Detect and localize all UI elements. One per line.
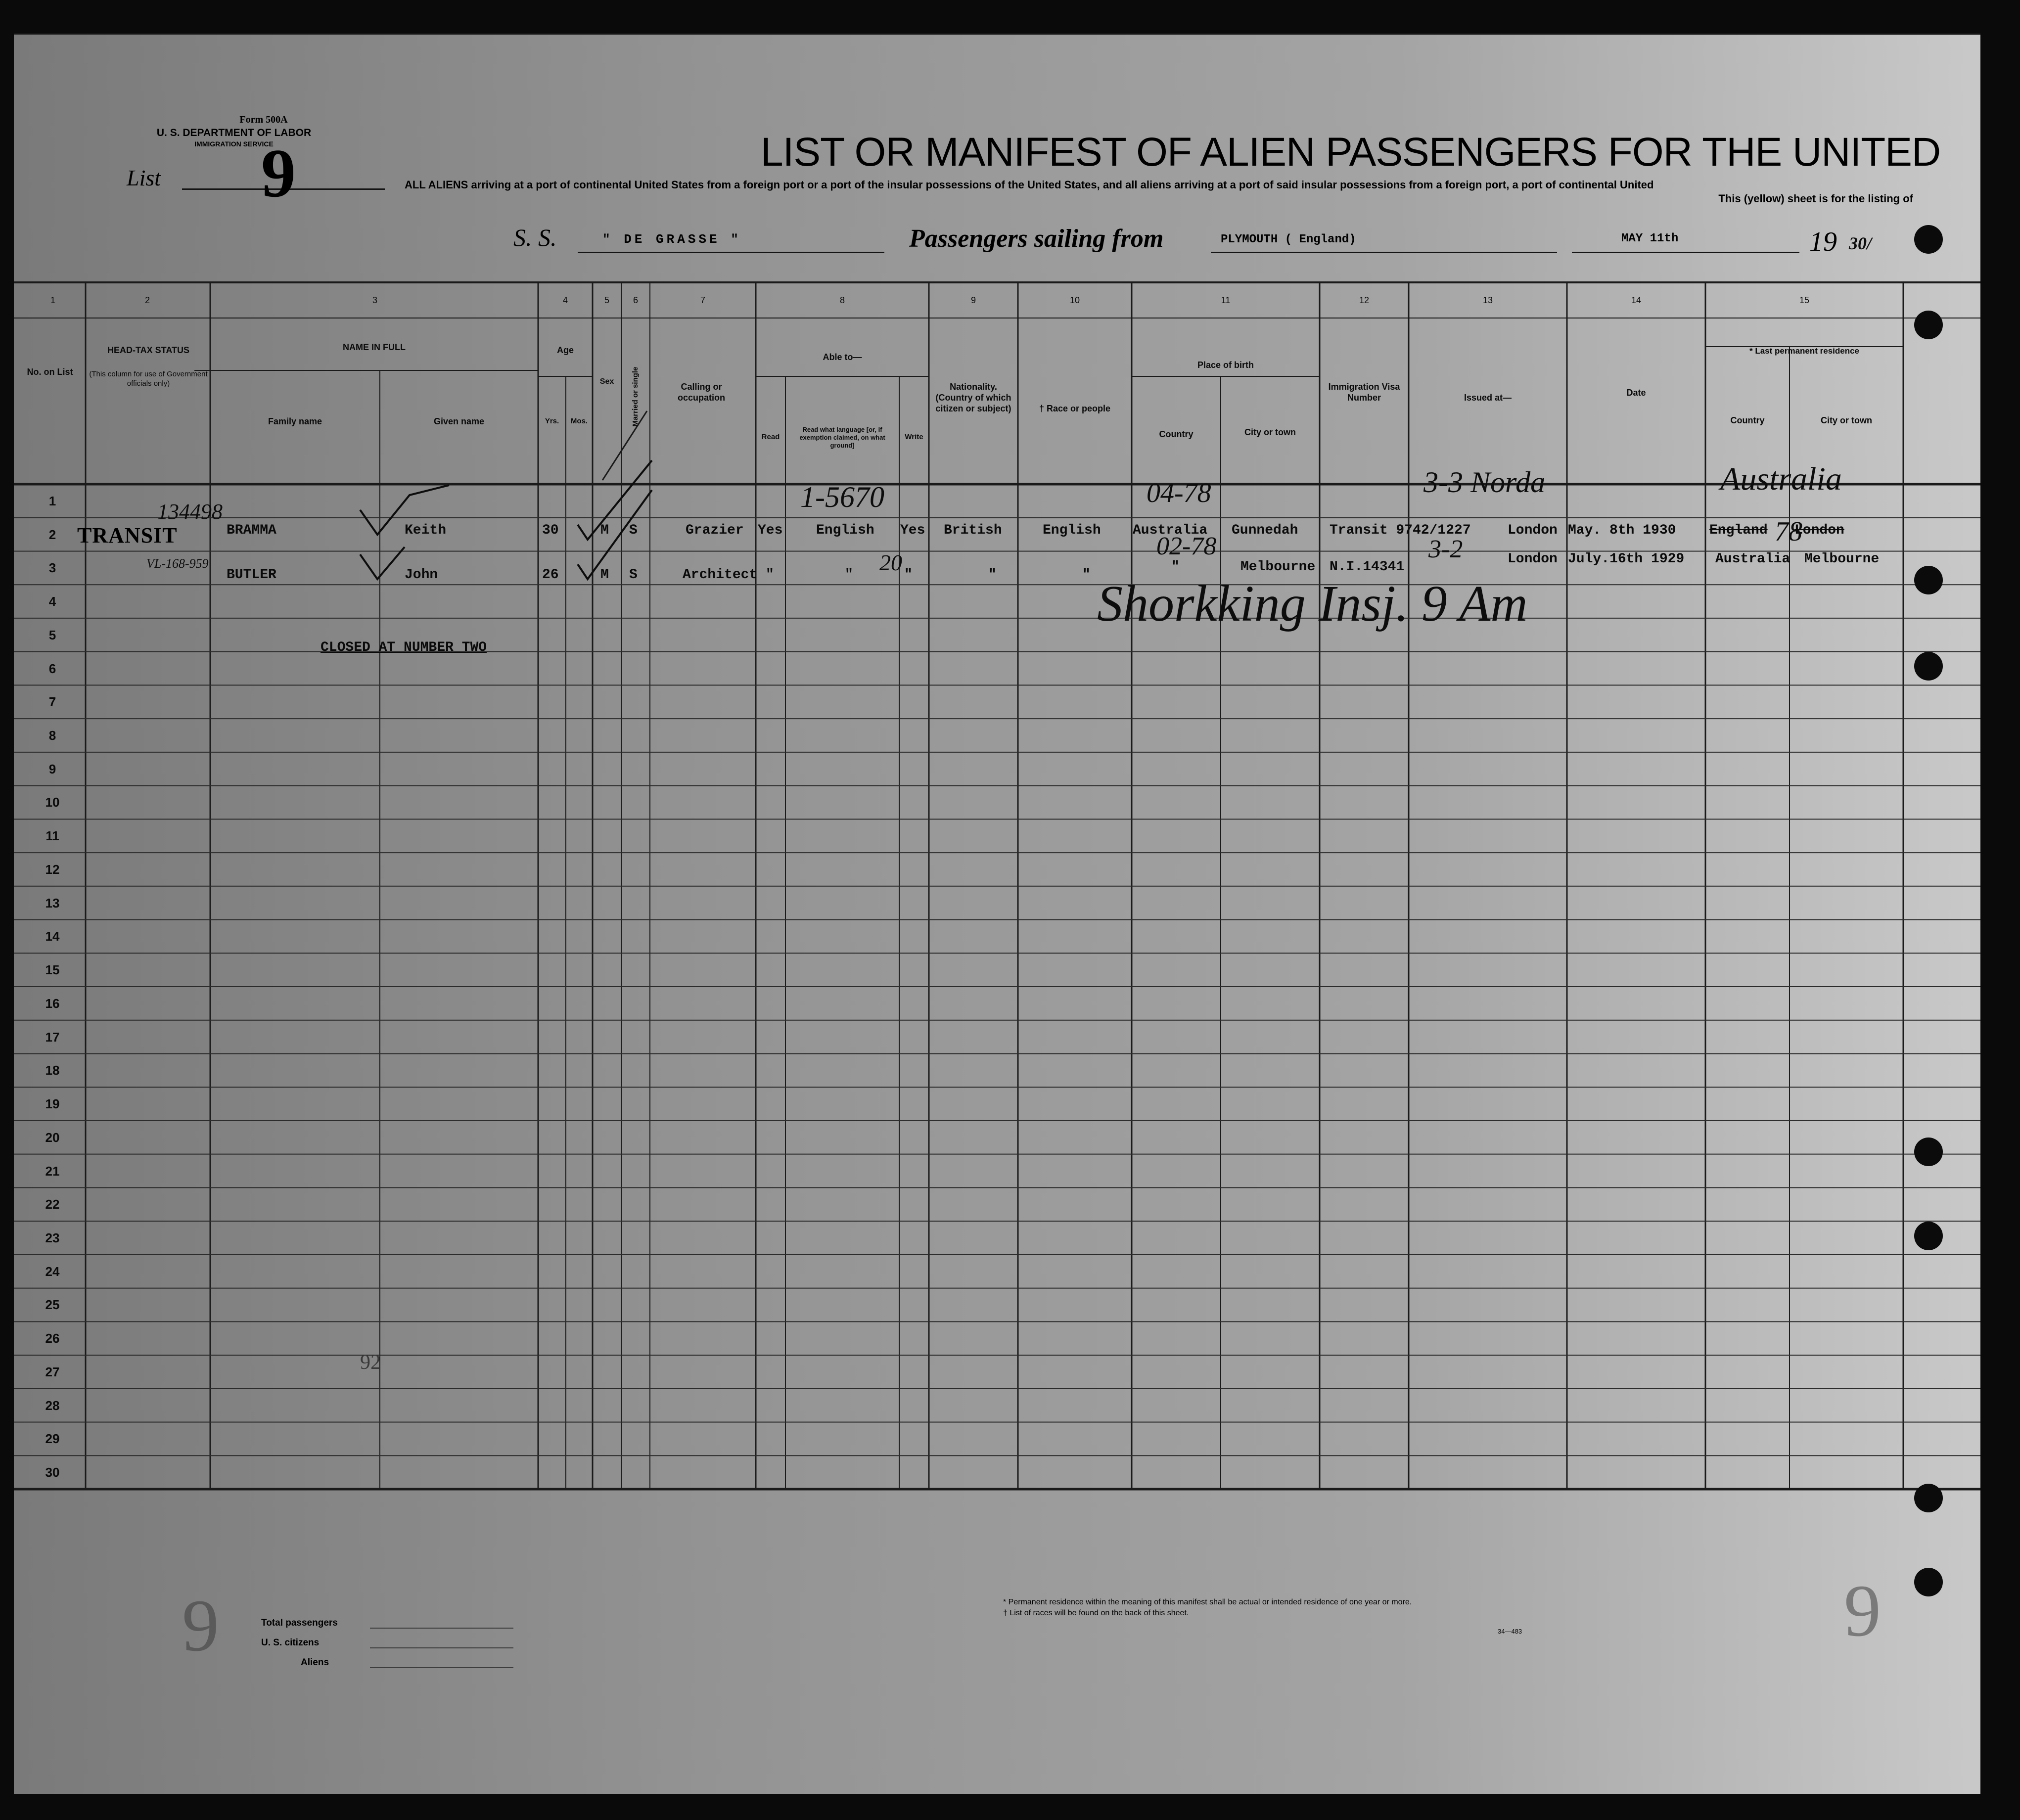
p2-read: "	[766, 567, 774, 583]
row-number: 13	[45, 895, 60, 910]
p2-visa: N.I.14341	[1330, 559, 1405, 575]
sailing-date: MAY 11th	[1621, 232, 1679, 245]
punch-hole	[1914, 1138, 1943, 1166]
p2-res-country: Australia	[1715, 551, 1790, 567]
header-read: Read	[761, 433, 780, 441]
row-number: 3	[48, 560, 56, 576]
header-race: † Race or people	[1039, 404, 1111, 413]
row-number: 22	[45, 1197, 60, 1212]
p1-family: BRAMMA	[227, 523, 276, 538]
p2-sex: M	[600, 567, 609, 583]
year-suffix: 30/	[1849, 233, 1872, 253]
header-city: City or town	[1244, 427, 1296, 437]
row-number: 8	[48, 728, 56, 743]
check-marks	[14, 35, 1987, 629]
us-citizens-label: U. S. citizens	[261, 1638, 320, 1648]
p1-sex: M	[600, 523, 609, 538]
punch-hole	[1914, 1568, 1943, 1596]
row-number: 24	[45, 1264, 60, 1279]
header-visa: Immigration Visa Number	[1328, 382, 1400, 403]
col-num-7: 7	[700, 295, 705, 305]
page-number-left: 9	[182, 1585, 219, 1667]
header-date: Date	[1626, 388, 1646, 398]
p1-marital: S	[629, 523, 638, 538]
row-number: 27	[45, 1364, 60, 1379]
row-number: 25	[45, 1297, 60, 1313]
row-number: 18	[45, 1063, 60, 1078]
row-number: 1	[48, 493, 56, 508]
service: IMMIGRATION SERVICE	[194, 140, 274, 148]
aliens-label: Aliens	[301, 1657, 329, 1668]
page-number-right: 9	[1844, 1570, 1881, 1652]
form-number: Form 500A	[239, 114, 288, 125]
footnote-residence: * Permanent residence within the meaning of this manifest shall be actual or intended residence of one year or more.	[1003, 1598, 1412, 1606]
page-mark: 92	[360, 1351, 381, 1374]
p2-date: July.16th 1929	[1568, 551, 1685, 567]
col-num-3: 3	[372, 295, 377, 305]
p1-nationality: British	[944, 523, 1002, 538]
header-sex: Sex	[599, 377, 614, 386]
col-num-10: 10	[1069, 295, 1080, 305]
col-num-13: 13	[1482, 295, 1493, 305]
row-lines	[14, 518, 1987, 1456]
p1-date: May. 8th 1930	[1568, 523, 1676, 538]
header-able-to: Able to—	[823, 352, 862, 362]
col-num-9: 9	[970, 295, 976, 305]
p1-birth-country: Australia	[1133, 523, 1208, 538]
punch-hole	[1914, 566, 1943, 594]
p2-res-city: Melbourne	[1804, 551, 1880, 567]
punch-hole	[1914, 225, 1943, 254]
p1-language: English	[816, 523, 874, 538]
row-number: 4	[48, 594, 56, 609]
header-write: Write	[905, 433, 923, 441]
p2-issued: London	[1508, 551, 1558, 567]
row-number: 15	[45, 962, 60, 978]
department: U. S. DEPARTMENT OF LABOR	[156, 127, 312, 138]
row-number: 26	[45, 1331, 60, 1346]
col-num-2: 2	[144, 295, 150, 305]
closed-note: CLOSED AT NUMBER TWO	[321, 640, 487, 655]
row-number: 9	[48, 761, 56, 776]
p2-birth-city: Melbourne	[1240, 559, 1316, 575]
p1-issued: London	[1508, 523, 1558, 538]
header-head-tax: HEAD-TAX STATUS	[107, 345, 189, 355]
p2-language: "	[845, 567, 853, 583]
row-number: 10	[45, 795, 60, 810]
row-number: 2	[48, 527, 56, 542]
residence-code-1: Australia	[1720, 461, 1842, 497]
header-age: Age	[556, 345, 574, 355]
total-passengers-label: Total passengers	[261, 1618, 338, 1628]
birth-code-2: 02-78	[1156, 532, 1217, 560]
col-num-12: 12	[1359, 295, 1370, 305]
us-citizens-line	[370, 1647, 513, 1648]
p2-calling: Architect	[683, 567, 758, 583]
row-number: 21	[45, 1163, 60, 1179]
header-res-country: Country	[1730, 415, 1765, 425]
footnote-races: † List of races will be found on the back of this sheet.	[1003, 1609, 1189, 1617]
row-number: 14	[45, 929, 60, 944]
punch-hole	[1914, 1484, 1943, 1512]
subtitle-line1: ALL ALIENS arriving at a port of continental United States from a foreign port or a port of the insular possessions of the United States, and all aliens arriving at a port of said insular possessions from a foreign port, a port of continental United	[405, 179, 1654, 191]
header-married: Married or single	[631, 366, 640, 427]
p2-write: "	[904, 567, 913, 583]
p2-race: "	[1082, 567, 1091, 583]
handwritten-note: Shorkking Insj. 9 Am	[1097, 575, 1528, 632]
col-num-14: 14	[1631, 295, 1642, 305]
p2-given: John	[405, 567, 438, 583]
row-number: 17	[45, 1029, 60, 1045]
row2-lang-code: 20	[879, 550, 902, 575]
col-num-5: 5	[604, 295, 609, 305]
scan-edge	[1980, 20, 2020, 1820]
p1-res-city: London	[1794, 523, 1844, 538]
header-given-name: Given name	[433, 416, 485, 426]
header-nationality: Nationality. (Country of which citizen or subject)	[935, 382, 1011, 413]
header-no-on-list-text: No. on List	[27, 367, 73, 377]
p2-nationality: "	[988, 567, 997, 583]
header-name-in-full: NAME IN FULL	[343, 342, 406, 352]
col-num-6: 6	[633, 295, 638, 305]
p1-birth-city: Gunnedah	[1232, 523, 1298, 538]
p2-yrs: 26	[542, 567, 559, 583]
header-res-city: City or town	[1821, 415, 1872, 425]
port: PLYMOUTH ( England)	[1221, 233, 1356, 246]
punch-hole	[1914, 652, 1943, 681]
header-read-language: Read what language [or, if exemption claimed, on what ground]	[799, 426, 885, 449]
manifest-sheet	[14, 34, 1987, 1794]
row-number: 29	[45, 1431, 60, 1447]
p2-family: BUTLER	[227, 567, 276, 583]
p1-given: Keith	[405, 523, 447, 538]
header-place-of-birth: Place of birth	[1197, 360, 1254, 370]
row-number: 23	[45, 1230, 60, 1245]
issued-code-2: 3-2	[1428, 535, 1463, 563]
page-title: LIST OR MANIFEST OF ALIEN PASSENGERS FOR THE UNITED	[761, 130, 1941, 175]
col-num-11: 11	[1221, 295, 1231, 305]
residence-code-2: 78	[1775, 516, 1802, 547]
p1-visa: Transit 9742/1227	[1330, 523, 1471, 538]
p2-birth-country: "	[1171, 559, 1180, 575]
row-number: 28	[45, 1398, 60, 1413]
form-code: 34—483	[1498, 1628, 1522, 1635]
ship-name: " DE GRASSE "	[602, 232, 741, 247]
row1-number: 134498	[157, 500, 223, 524]
header-calling: Calling or occupation	[677, 382, 725, 403]
p1-res-country: England	[1709, 523, 1768, 538]
year-prefix: 19	[1809, 227, 1837, 257]
sailing-label: Passengers sailing from	[909, 225, 1164, 253]
subtitle-line2: This (yellow) sheet is for the listing of	[1718, 192, 1913, 205]
birth-code-1: 04-78	[1147, 478, 1211, 508]
row-number: 19	[45, 1096, 60, 1112]
header-head-tax-note: (This column for use of Government officials only)	[89, 370, 208, 388]
header-issued-at: Issued at—	[1464, 393, 1512, 403]
p2-marital: S	[629, 567, 638, 583]
p1-write: Yes	[900, 523, 925, 538]
punch-hole	[1914, 1222, 1943, 1250]
col-num-15: 15	[1799, 295, 1810, 305]
header-residence: * Last permanent residence	[1749, 346, 1860, 356]
row-number: 20	[45, 1130, 60, 1145]
col-num-1b: 1	[50, 295, 55, 305]
row-number: 5	[48, 627, 56, 642]
issued-code-1: 3-3 Norda	[1423, 466, 1546, 499]
transit-stamp: TRANSIT	[77, 523, 178, 547]
row-number: 16	[45, 996, 60, 1011]
row-number: 7	[48, 694, 56, 710]
header-mos: Mos.	[570, 417, 588, 425]
ss-label: S. S.	[513, 224, 557, 251]
header-country: Country	[1159, 429, 1194, 439]
aliens-line	[370, 1667, 513, 1668]
p1-race: English	[1043, 523, 1101, 538]
list-number: 9	[261, 135, 296, 212]
list-label: List	[127, 165, 161, 190]
header-family-name: Family name	[268, 416, 322, 426]
able-to-code: 1-5670	[800, 481, 884, 513]
row1-sub: VL-168-959	[146, 556, 209, 571]
row-number: 6	[48, 661, 56, 676]
p1-calling: Grazier	[686, 523, 744, 538]
row-number: 11	[46, 828, 59, 844]
row-number: 12	[45, 862, 60, 877]
col-num-4: 4	[562, 295, 568, 305]
row-number: 30	[45, 1465, 60, 1480]
total-passengers-line	[370, 1628, 513, 1629]
p1-yrs: 30	[542, 523, 559, 538]
col-num-8: 8	[839, 295, 845, 305]
p1-read: Yes	[758, 523, 783, 538]
punch-hole	[1914, 311, 1943, 339]
header-yrs: Yrs.	[545, 417, 559, 425]
